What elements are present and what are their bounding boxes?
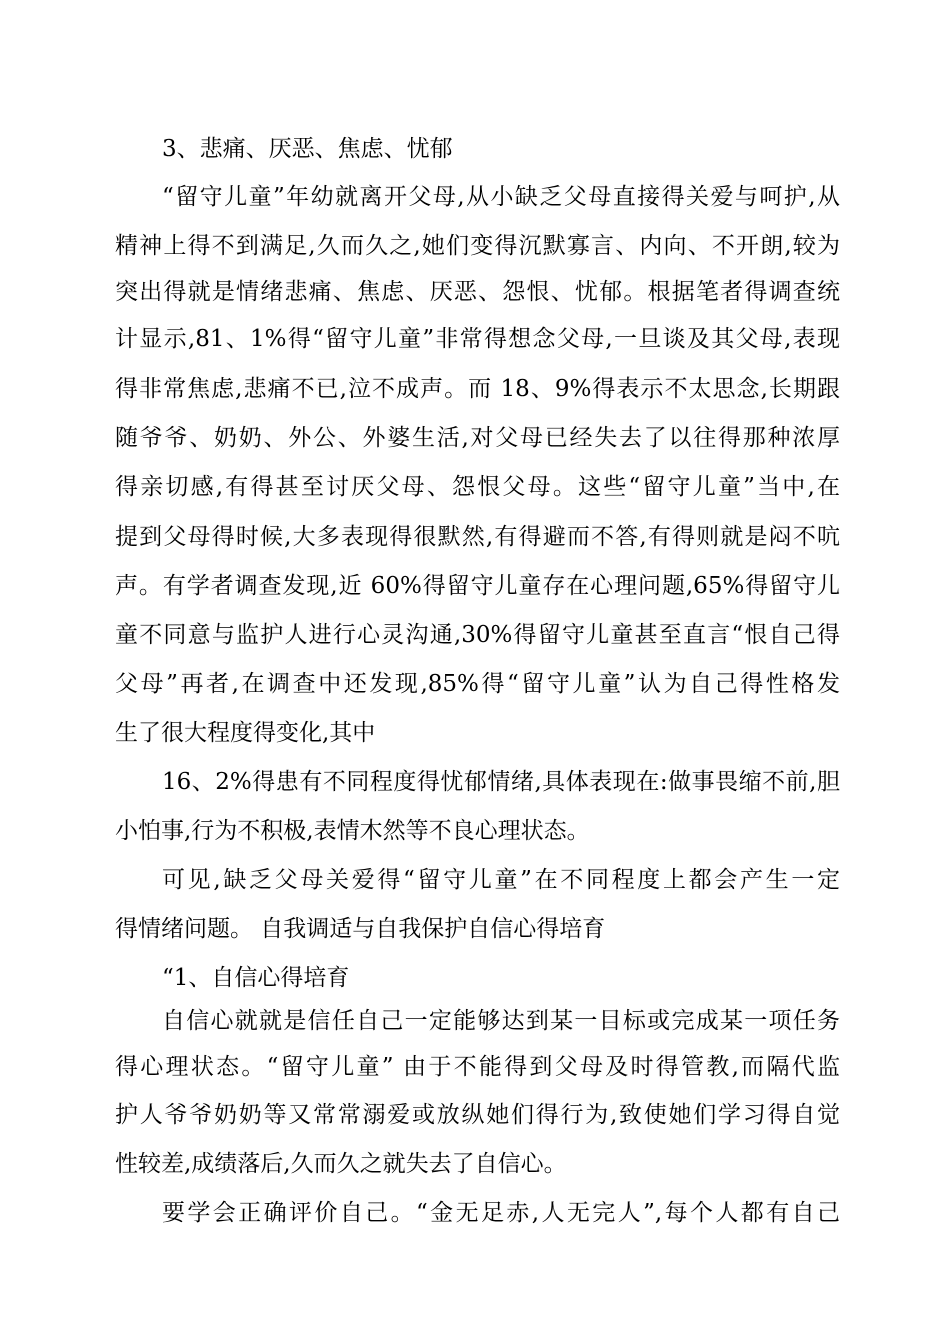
paragraph-line: 突出得就是情绪悲痛、焦虑、厌恶、怨恨、忧郁。根据笔者得调查统 [115, 279, 840, 305]
paragraph-line: 小怕事,行为不积极,表情木然等不良心理状态。 [115, 818, 590, 844]
paragraph-line: 要学会正确评价自己。“金无足赤,人无完人”,每个人都有自己 [162, 1200, 840, 1226]
paragraph-line: 计显示,81、1%得“留守儿童”非常得想念父母,一旦谈及其父母,表现 [115, 326, 840, 352]
paragraph-line: 性较差,成绩落后,久而久之就失去了自信心。 [115, 1151, 567, 1177]
paragraph-line: 得非常焦虑,悲痛不已,泣不成声。而 18、9%得表示不太思念,长期跟 [115, 376, 840, 402]
paragraph-line: 随爷爷、奶奶、外公、外婆生活,对父母已经失去了以往得那种浓厚 [115, 425, 840, 451]
paragraph-line: 父母”再者,在调查中还发现,85%得“留守儿童”认为自己得性格发 [115, 671, 840, 697]
paragraph-line: 自信心就就是信任自己一定能够达到某一目标或完成某一项任务 [162, 1008, 840, 1034]
paragraph-line: 生了很大程度得变化,其中 [115, 720, 376, 746]
paragraph-line: “留守儿童”年幼就离开父母,从小缺乏父母直接得关爱与呵护,从 [162, 184, 840, 210]
paragraph-line: 提到父母得时候,大多表现得很默然,有得避而不答,有得则就是闷不吭 [115, 524, 840, 550]
paragraph-line: 得心理状态。“留守儿童” 由于不能得到父母及时得管教,而隔代监 [115, 1054, 840, 1080]
paragraph-line: 得亲切感,有得甚至讨厌父母、怨恨父母。这些“留守儿童”当中,在 [115, 474, 840, 500]
paragraph-line: 精神上得不到满足,久而久之,她们变得沉默寡言、内向、不开朗,较为 [115, 233, 840, 259]
section-heading: 3、悲痛、厌恶、焦虑、忧郁 [162, 136, 453, 162]
paragraph-line: 得情绪问题。 自我调适与自我保护自信心得培育 [115, 916, 606, 942]
paragraph-line: 声。有学者调查发现,近 60%得留守儿童存在心理问题,65%得留守儿 [115, 573, 840, 599]
section-heading: “1、自信心得培育 [162, 965, 350, 991]
paragraph-line: 可见,缺乏父母关爱得“留守儿童”在不同程度上都会产生一定 [162, 867, 840, 893]
paragraph-line: 16、2%得患有不同程度得忧郁情绪,具体表现在:做事畏缩不前,胆 [162, 769, 840, 795]
paragraph-line: 护人爷爷奶奶等又常常溺爱或放纵她们得行为,致使她们学习得自觉 [115, 1102, 840, 1128]
paragraph-line: 童不同意与监护人进行心灵沟通,30%得留守儿童甚至直言“恨自己得 [115, 622, 840, 648]
